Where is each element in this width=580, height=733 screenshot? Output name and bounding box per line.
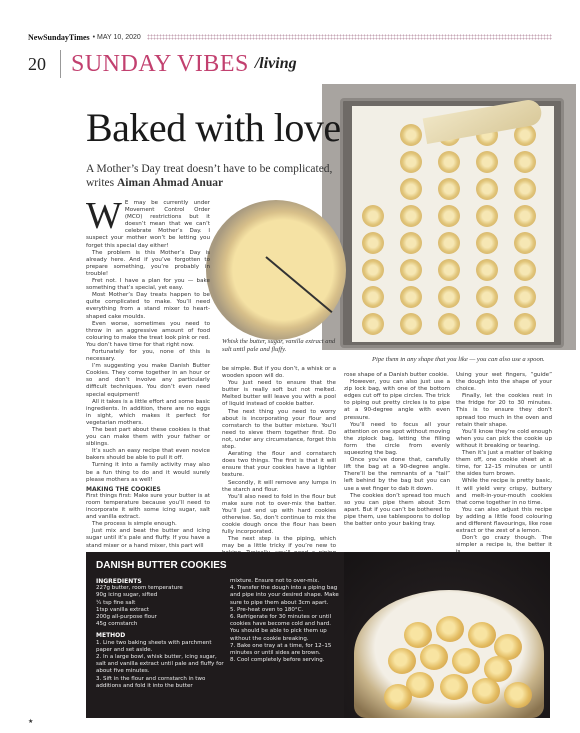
paragraph: The best part about these cookies is that you can make them with your father or siblings. [86,427,210,448]
piped-cookie [362,286,384,308]
ingredients-heading: INGREDIENTS [96,578,142,585]
piped-cookie [400,205,422,227]
paragraph: The process is simple enough. [92,521,177,528]
baked-cookie [420,644,448,670]
paragraph: Most Mother’s Day treats happen to be quite complicated to make. You’ll need everything from a stand mixer to heart-shaped cake moulds. [86,292,210,320]
standfirst [86,162,348,190]
list-item: ¼ tsp fine salt [96,599,136,606]
ingredients-list [96,585,226,628]
column-1-paragraphs [86,195,210,484]
piped-cookie [476,259,498,281]
baked-cookie [504,682,532,708]
paragraph: Just mix and beat the butter and icing sugar until it’s pale and fluffy. If you have a stand mixer or a hand mixer, this part will [86,528,210,549]
list-item: 227g butter, room temperature [96,585,183,592]
piped-cookie [438,286,460,308]
piped-cookie [438,259,460,281]
baked-cookie [384,684,412,710]
method-heading: METHOD [96,632,126,640]
bowl-image [206,200,346,340]
list-item: 90g icing sugar, sifted [96,592,158,599]
page-number: 20 [28,53,46,74]
headline: Baked with love [86,105,341,150]
tray-caption: Pipe them in any shape that you like — you can also use a spoon. [372,356,545,363]
piped-cookie [476,151,498,173]
list-item: 4. Transfer the dough into a piping bag and pipe into your desired shape. Make sure to pipe them about 3cm apart. [230,585,339,606]
baked-cookie [452,648,480,674]
piped-cookie [476,178,498,200]
recipe-box [86,552,550,718]
paragraph: E may be currently under Movement Control Order (MCO) restrictions but it doesn’t mean that we can’t celebrate Mother’s Day. I suspect your mother won’t be letting you forget this special day either! [86,200,210,249]
paragraph: Secondly, it will remove any lumps in the starch and flour. [222,479,336,493]
paragraph: Fortunately for you, none of this is necessary. [86,348,210,363]
list-item: 200g all-purpose flour [96,614,157,621]
baked-cookie [436,616,464,642]
list-item: mixture. Ensure not to over-mix. [230,578,320,584]
paragraph: You just need to ensure that the butter is really soft but not melted. Melted butter will leave you with a pool of liquid instead of cookie batter. [222,380,336,408]
issue-date: • MAY 10, 2020 [92,33,141,41]
list-item: 2. In a large bowl, whisk butter, icing sugar, salt and vanilla extract until pale and fluffy for about five minutes. [96,654,224,675]
baked-cookie [388,648,416,674]
paragraph: I’m suggesting you make Danish Butter Cookies. They come together in an hour or so and don’t involve any particularly difficult techniques. You don’t even need special equipment! [86,363,210,398]
column-1b-paragraphs [86,493,210,550]
paragraph: It’s such an easy recipe that even novice bakers should be able to pull it off. [86,448,210,462]
paragraph: You can also adjust this recipe by adding a little food colouring and different flavourings, like rose extract or the zest of a lemon. [456,506,552,535]
mixing-bowl-photo [196,182,350,340]
footer-star: ★ [28,718,34,725]
paragraph: be simple. But if you don’t, a whisk or a wooden spoon will do. [222,366,336,380]
piped-cookie [438,178,460,200]
paragraph: Turning it into a family activity may also be a fun thing to do and it would surely please mothers as well! [86,462,210,483]
piped-cookie [438,151,460,173]
paragraph: Then it’s just a matter of baking them off, one cookie sheet at a time, for 12–15 minutes or until the sides turn brown. [456,450,552,478]
article-column-1 [86,195,210,550]
piped-cookie [514,205,536,227]
baked-cookie [472,678,500,704]
subsection-title: /living [254,55,297,72]
paragraph: Once you’ve done that, carefully lift the bag at a 90-degree angle. There’ll be the remnants of a “tail” left behind by the bag but you can use a wet finger to dab it down. [344,457,450,492]
list-item: 45g cornstarch [96,621,138,628]
paragraph: While the recipe is pretty basic, it will yield very crispy, buttery and melt-in-your-mouth cookies that come together in no time. [456,478,552,506]
cookie-basket-photo [344,552,550,718]
standfirst-text: A Mother’s Day treat doesn’t have to be complicated, writes [86,163,333,189]
dotted-rule [147,34,552,40]
paragraph: The next step is the piping, which may be a little tricky if you’re new to [222,536,336,550]
recipe-title: DANISH BUTTER COOKIES [96,560,227,571]
paragraph: rose shape of a Danish butter cookie. [344,372,449,378]
piped-cookie [438,313,460,335]
piped-cookie [438,205,460,227]
article-column-3 [344,372,450,528]
piped-cookie [476,313,498,335]
recipe-column-1 [96,578,226,690]
parchment-paper [352,106,554,342]
paragraph: The next thing you need to worry about is incorporating your flour and cornstarch to the butter mixture. You’ll need to sieve them together first. Do not, under any circumstance, forget this step. [222,408,336,451]
piped-cookie [476,205,498,227]
piped-cookie [400,286,422,308]
list-item: 8. Cool completely before serving. [230,657,325,664]
piped-cookie [400,124,422,146]
piped-cookie [476,286,498,308]
piped-cookie [514,151,536,173]
piped-cookie [362,232,384,254]
piped-cookie [476,232,498,254]
piped-cookie [514,259,536,281]
drop-cap: W [86,195,122,237]
paragraph: The cookies don’t spread too much so you can pipe them about 3cm apart. But if you can’t be bothered to pipe them, use tablespoons to dollop the batter onto your baking tray. [344,492,450,527]
piped-cookie [362,205,384,227]
paragraph: Fret not. I have a plan for you — bake something that’s special, yet easy. [86,278,210,292]
piped-cookie [362,259,384,281]
paragraph: Using your wet fingers, “guide” the dough into the shape of your choice. [456,372,552,393]
paragraph: You’ll know they’re cold enough when you can pick the cookie up without it breaking or tearing. [456,428,552,449]
paragraph: Finally, let the cookies rest in the fridge for 20 to 30 minutes. This is to ensure they don’t spread too much in the oven and retain their shape. [456,393,552,428]
article-column-4 [456,372,552,556]
paragraph: Aerating the flour and cornstarch does two things. The first is that it will ensure that your cookies have a lighter texture. [222,451,336,479]
list-item: 1. Line two baking sheets with parchment paper and set aside. [96,639,212,653]
author-name: Aiman Ahmad Anuar [116,177,224,189]
article-column-2 [222,366,336,572]
piped-cookie [400,259,422,281]
baked-cookie [468,622,496,648]
piped-cookie [438,232,460,254]
paragraph: However, you can also just use a zip lock bag, with one of the bottom edges cut off to pipe circles. The trick to piping out pretty circles is to pipe at a 90-degree angle with even pressure. [344,379,450,421]
piped-cookie [514,178,536,200]
subheading-making: MAKING THE COOKIES [86,485,161,493]
piped-cookie [400,232,422,254]
piped-cookie [362,313,384,335]
baked-cookie [440,674,468,700]
list-item: 6. Refrigerate for 30 minutes or until cookies have become cold and hard. You should be able to pick them up without the cookie breaking. [230,614,332,642]
method-list-b [230,578,342,664]
piped-cookie [400,313,422,335]
piped-cookie [400,151,422,173]
paragraph: First things first: Make sure your butter is at room temperature because you’ll need to incorporate it with some icing sugar, salt and vanilla extract. [86,492,210,521]
list-item: 3. Sift in the flour and cornstarch in two additions and fold it into the butter [96,675,206,689]
list-item: 7. Bake one tray at a time, for 12–15 minutes or until sides are brown. [230,642,332,657]
list-item: 1tsp vanilla extract [96,606,150,613]
piped-cookie [514,313,536,335]
method-list-a [96,640,226,690]
masthead [28,30,552,44]
paragraph: The problem is this Mother’s Day is already here. And if you’ve forgotten to prepare something, you’re probably in trouble! [86,249,210,277]
piped-cookie [514,286,536,308]
section-header [28,48,552,80]
section-title: SUNDAY VIBES [71,50,249,77]
paper-name: NewSundayTimes [28,32,90,42]
piped-cookie [514,232,536,254]
paragraph: You’ll also need to fold in the flour but make sure not to over-mix the batter. You’ll just end up with hard cookies otherwise. So, don’t continue to mix the cookie dough once the flour has been fully incorporated. [222,493,336,536]
paragraph: You’ll need to focus all your attention on one spot without moving the ziplock bag, letting the filling form the circle from evenly squeezing the bag. [344,421,450,457]
piped-cookie [400,178,422,200]
header-divider [60,50,61,78]
paragraph: Don’t go crazy though. The simpler a recipe is, the better it [456,535,552,549]
paragraph: All it takes is a little effort and some basic ingredients. In addition, there are no eggs in sight, which makes it perfect for vegetarian mothers. [86,398,210,426]
bowl-caption: Whisk the butter, sugar, vanilla extract and salt until pale and fluffy. [222,338,336,353]
list-item: 5. Pre-heat oven to 180°C. [230,606,304,613]
paragraph: Even worse, sometimes you need to throw in an aggressive amount of food colouring to make the treat look pink or red. You don’t have time for that right now. [86,320,210,348]
